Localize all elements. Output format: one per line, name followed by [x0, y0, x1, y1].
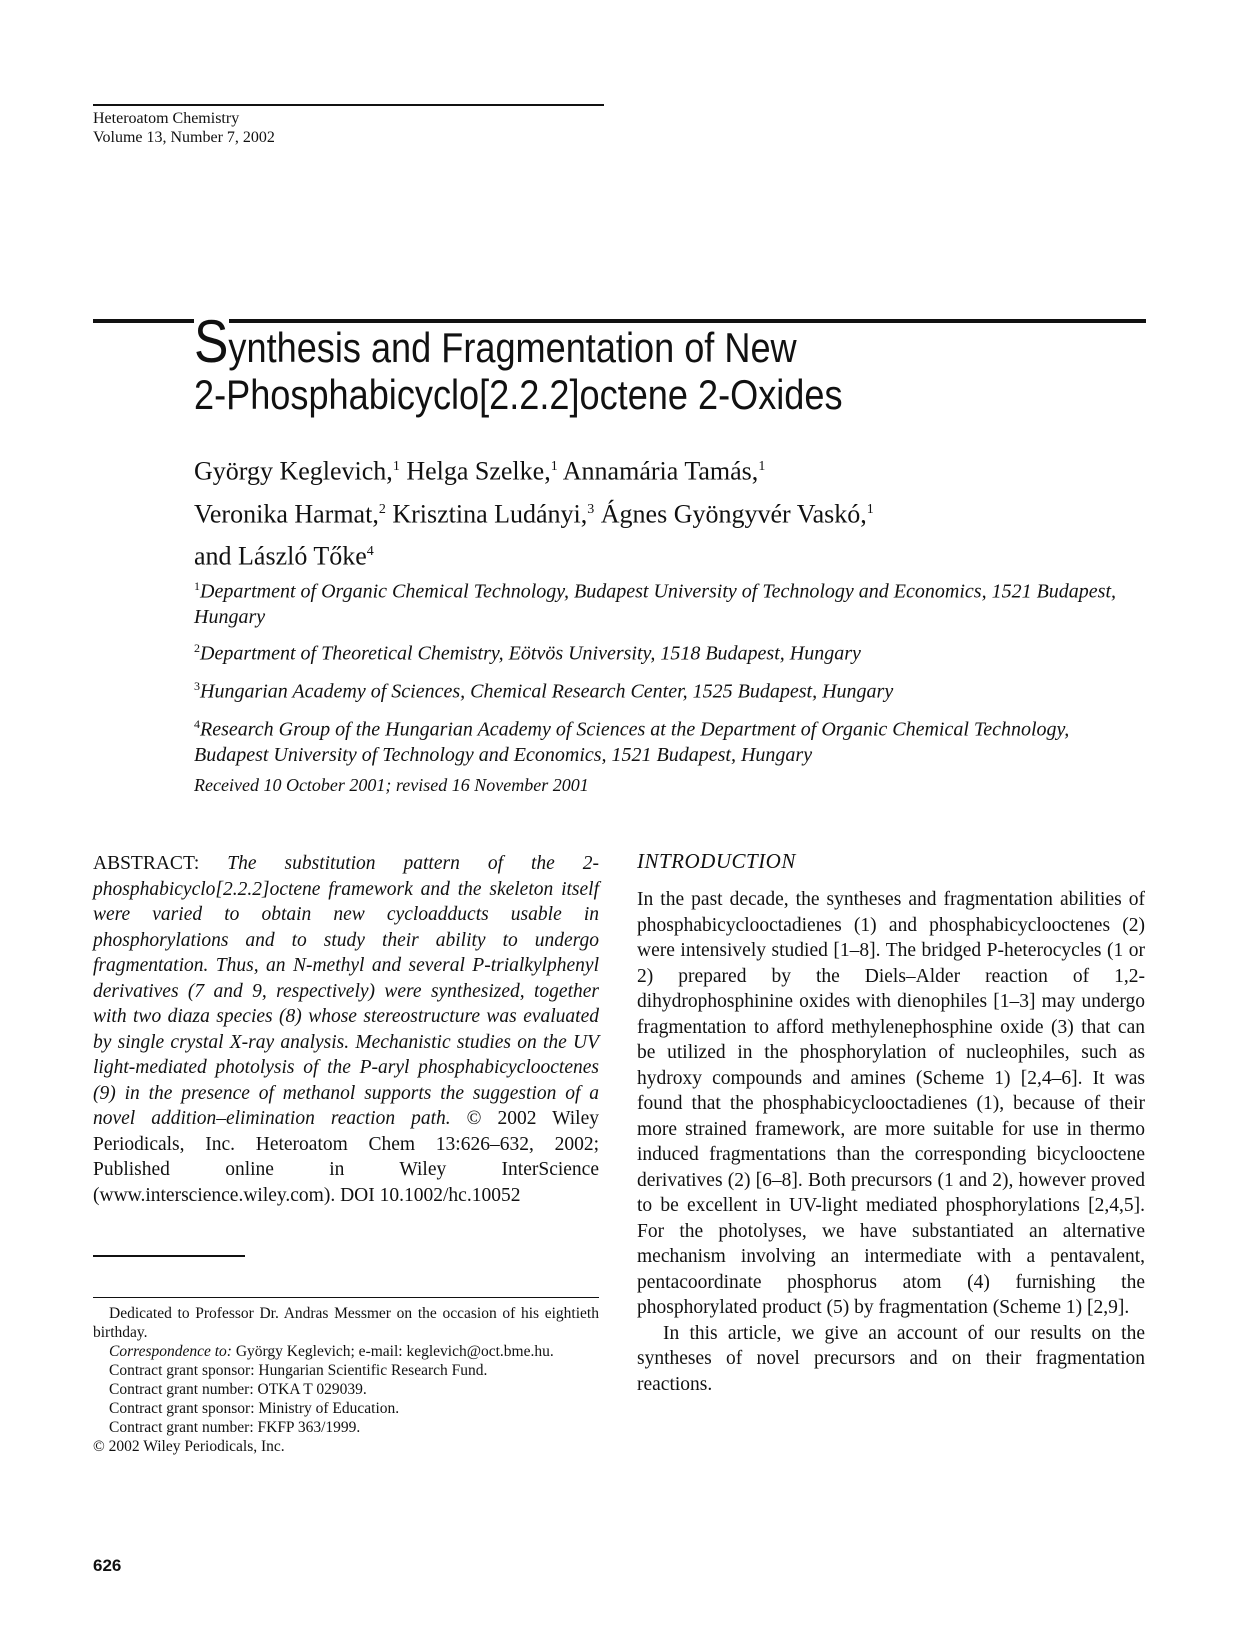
author-name: Krisztina Ludányi, — [392, 499, 588, 529]
footnote-dedication: Dedicated to Professor Dr. Andras Messmer on the occasion of his eightieth birthday. — [93, 1305, 599, 1341]
footnote-correspondence — [93, 1342, 599, 1361]
journal-volume: Volume 13, Number 7, 2002 — [93, 129, 275, 146]
author-name: Veronika Harmat, — [194, 499, 379, 529]
abstract — [93, 851, 599, 1208]
affiliation-sup: 1 — [194, 579, 200, 593]
footnotes — [93, 1304, 599, 1456]
footnote-grant: Contract grant number: OTKA T 029039. — [109, 1381, 367, 1398]
affiliation-text: Research Group of the Hungarian Academy of Sciences at the Department of Organic Chemical Technology, Budapest University of Technology and Economics, 1521 Budapest, Hungary — [194, 718, 1070, 766]
author-name: Helga Szelke, — [406, 456, 551, 486]
abstract-end-rule — [93, 1255, 245, 1257]
introduction-heading: INTRODUCTION — [637, 849, 796, 873]
affiliation-text: Hungarian Academy of Sciences, Chemical Research Center, 1525 Budapest, Hungary — [200, 680, 894, 703]
introduction-body — [637, 887, 1145, 1397]
author-name: and László Tőke — [194, 541, 367, 571]
affiliation-text: Department of Organic Chemical Technology, Budapest University of Technology and Economics, 1521 Budapest, Hungary — [194, 580, 1116, 628]
title-line-2: 2-Phosphabicyclo[2.2.2]octene 2-Oxides — [194, 371, 843, 418]
author-line — [194, 491, 1124, 534]
author-sup: 4 — [366, 544, 374, 560]
correspondence-label: Correspondence to: — [109, 1343, 232, 1360]
journal-info — [93, 109, 275, 147]
journal-name: Heteroatom Chemistry — [93, 110, 240, 127]
page-number: 626 — [93, 1556, 122, 1575]
footnote-grant: Contract grant number: FKFP 363/1999. — [109, 1419, 361, 1436]
author-line — [194, 448, 1124, 491]
abstract-citation: © 2002 Wiley Periodicals, Inc. Heteroatom Chem 13:626–632, 2002; Published online in Wiley InterScience (www.interscience.wiley.com). DOI 10.1002/hc.10052 — [93, 1108, 599, 1206]
introduction-paragraph: In the past decade, the syntheses and fragmentation abilities of phosphabicyclooctadienes (1) and phosphabicyclooctenes (2) were intensively studied [1–8]. The bridged P-heterocycles (1 or 2) prepared by the Diels–Alder reaction of 1,2-dihydrophosphinine oxides with dienophiles [1–3] may undergo fragmentation to afford methylenephosphine oxide (3) that can be utilized in the phosphorylation of nucleophiles, such as hydroxy compounds and amines (Scheme 1) [2,4–6]. It was found that the phosphabicyclooctadienes (1), because of their more strained framework, are more suitable for use in thermo induced fragmentations than the corresponding bicyclooctene derivatives (2) [6–8]. Both precursors (1 and 2), however proved to be excellent in UV-light mediated phosphorylations [2,4,5]. For the photolyses, we have substantiated an alternative mechanism involving an intermediate with a pentavalent, pentacoordinate phosphorus atom (4) furnishing the phosphorylated product (5) by fragmentation (Scheme 1) [2,9]. — [637, 889, 1145, 1318]
title-rule-left — [93, 319, 194, 323]
correspondence-text: György Keglevich; e-mail: keglevich@oct.bme.hu. — [235, 1343, 554, 1360]
introduction-paragraph: In this article, we give an account of our results on the syntheses of novel precursors and on their fragmentation reactions. — [637, 1322, 1145, 1395]
author-sup: 1 — [392, 459, 400, 474]
abstract-label: ABSTRACT: — [93, 853, 200, 874]
received-dates: Received 10 October 2001; revised 16 November 2001 — [194, 775, 589, 795]
author-sup: 3 — [587, 501, 595, 517]
author-sup: 1 — [758, 459, 766, 474]
author-name: Annamária Tamás, — [562, 456, 759, 486]
footnote-rule — [93, 1297, 599, 1298]
affiliation-1 — [194, 574, 1144, 630]
affiliation-text: Department of Theoretical Chemistry, Eötvös University, 1518 Budapest, Hungary — [200, 642, 861, 665]
footnote-copyright: © 2002 Wiley Periodicals, Inc. — [93, 1438, 285, 1455]
title-line-1-text: ynthesis and Fragmentation of New — [228, 324, 797, 371]
title-line-1 — [194, 308, 1011, 375]
affiliation-sup: 2 — [194, 641, 200, 655]
affiliation-sup: 4 — [194, 717, 200, 731]
affiliation-4 — [194, 712, 1144, 768]
affiliation-2 — [194, 636, 1144, 667]
footnote-grant: Contract grant sponsor: Ministry of Education. — [109, 1400, 400, 1417]
author-sup: 2 — [378, 501, 386, 517]
author-sup: 1 — [550, 459, 558, 474]
affiliation-3 — [194, 674, 1144, 705]
author-line — [194, 533, 1124, 576]
header-rule — [93, 104, 604, 106]
author-list — [194, 448, 1124, 576]
author-name: Ágnes Gyöngyvér Vaskó, — [600, 499, 867, 529]
footnote-grant: Contract grant sponsor: Hungarian Scientific Research Fund. — [109, 1362, 488, 1379]
title-initial: S — [194, 308, 229, 375]
affiliation-sup: 3 — [194, 679, 200, 693]
abstract-body: The substitution pattern of the 2-phosphabicyclo[2.2.2]octene framework and the skeleton itself were varied to obtain new cycloadducts usable in phosphorylations and to study their ability to undergo fragmentation. Thus, an N-methyl and several P-trialkylphenyl derivatives (7 and 9, respectively) were synthesized, together with two diaza species (8) whose stereostructure was evaluated by single crystal X-ray analysis. Mechanistic studies on the UV light-mediated photolysis of the P-aryl phosphabicyclooctenes (9) in the presence of methanol supports the suggestion of a novel addition–elimination reaction path. — [93, 853, 599, 1129]
author-name: György Keglevich, — [194, 456, 393, 486]
article-title — [194, 308, 1144, 418]
author-sup: 1 — [866, 501, 874, 517]
